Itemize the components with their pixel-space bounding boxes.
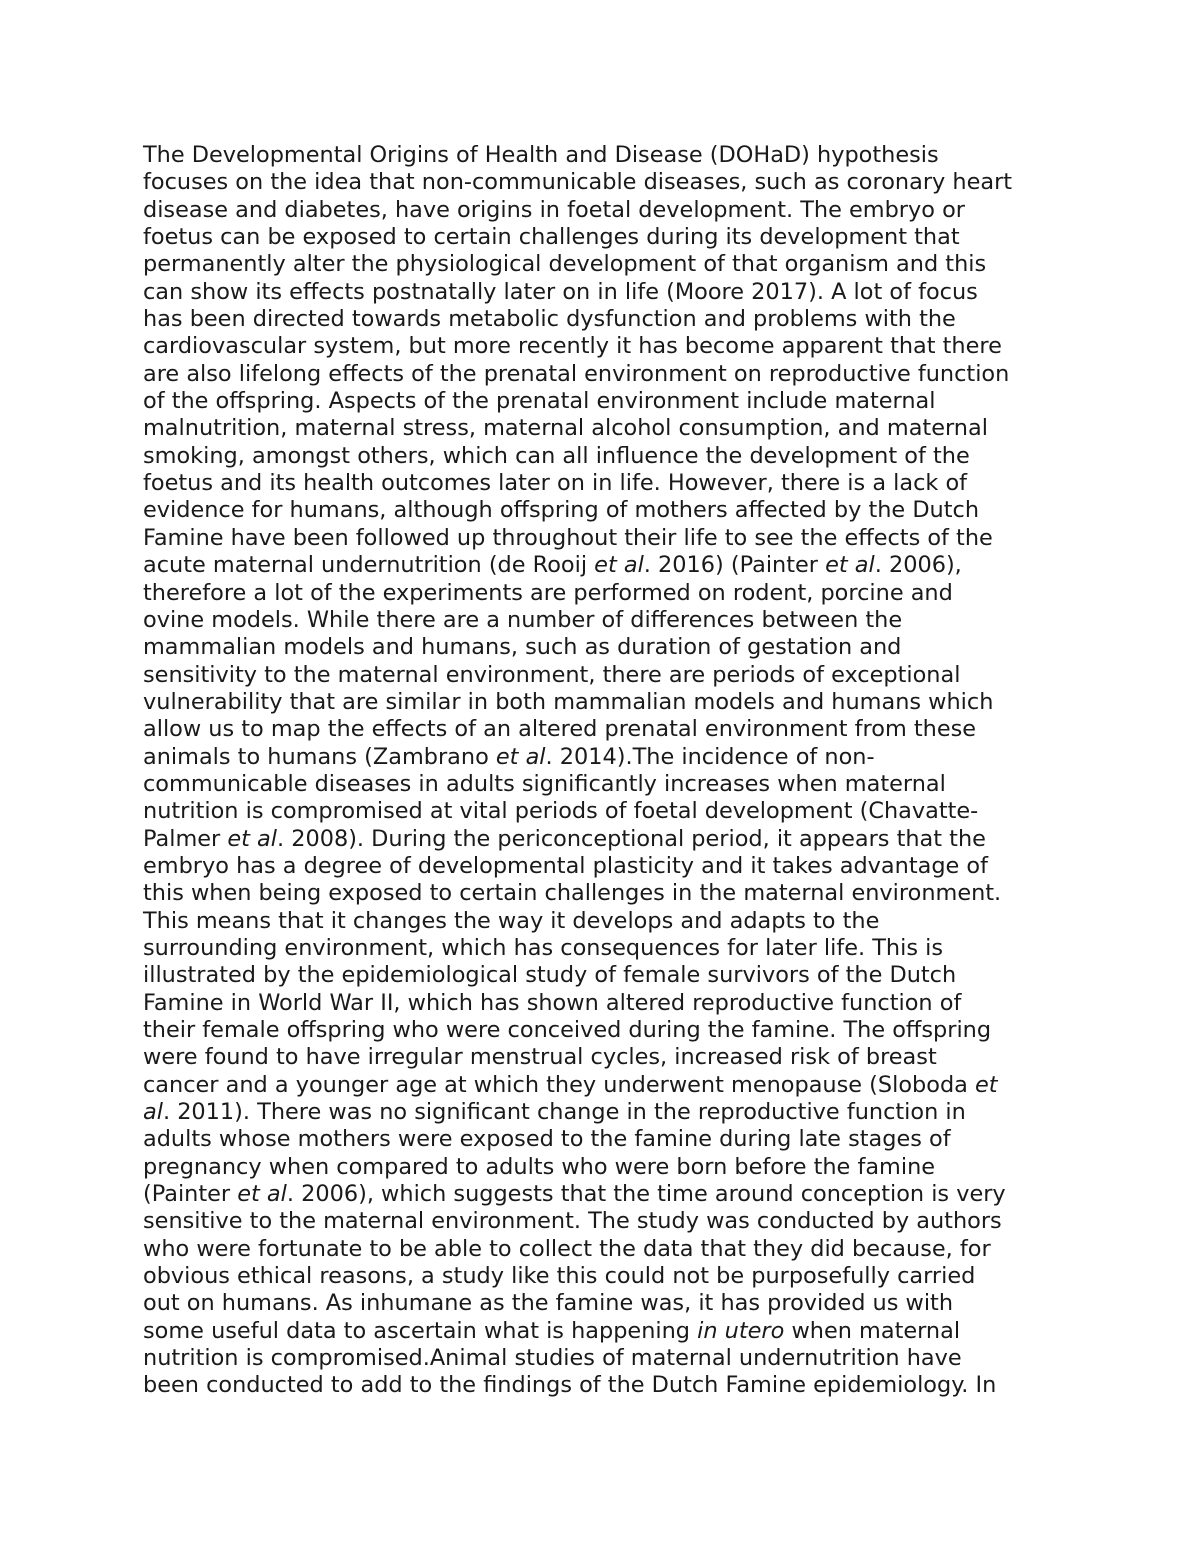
text-line [143,361,1103,388]
text-run: acute maternal undernutrition (de Rooij [143,552,595,579]
text-line [143,443,1103,470]
text-run: illustrated by the epidemiological study of female survivors of the Dutch [143,962,957,989]
text-line [143,607,1103,634]
text-run: . 2006), which suggests that the time around conception is very [286,1181,1006,1208]
text-run: malnutrition, maternal stress, maternal alcohol consumption, and maternal [143,415,988,442]
text-line [143,169,1103,196]
text-line [143,853,1103,880]
text-line [143,1099,1103,1126]
text-line [143,415,1103,442]
text-run: foetus and its health outcomes later on in life. However, there is a lack of [143,470,968,497]
text-run: when maternal [784,1317,961,1344]
text-run: permanently alter the physiological development of that organism and this [143,251,987,278]
text-line [143,197,1103,224]
text-run: cancer and a younger age at which they underwent menopause (Sloboda [143,1071,975,1098]
text-line [143,1318,1103,1345]
text-line [143,1263,1103,1290]
text-run: sensitivity to the maternal environment, there are periods of exceptional [143,661,961,688]
text-run: were found to have irregular menstrual cycles, increased risk of breast [143,1044,937,1071]
italic-text: et al [825,552,875,579]
italic-text: et al [227,825,277,852]
text-run: been conducted to add to the findings of the Dutch Famine epidemiology. In [143,1372,997,1399]
text-line [143,1154,1103,1181]
text-run: sensitive to the maternal environment. The study was conducted by authors [143,1208,1002,1235]
text-run: this when being exposed to certain challenges in the maternal environment. [143,880,1002,907]
text-run: who were fortunate to be able to collect the data that they did because, for [143,1235,991,1262]
text-line [143,1017,1103,1044]
text-run: therefore a lot of the experiments are performed on rodent, porcine and [143,579,953,606]
text-line [143,826,1103,853]
body-paragraph [143,142,1103,1400]
text-line [143,990,1103,1017]
text-run: their female offspring who were conceived during the famine. The offspring [143,1017,992,1043]
text-line [143,1126,1103,1153]
text-run: of the offspring. Aspects of the prenatal environment include maternal [143,388,936,415]
text-run: Palmer [143,825,228,852]
italic-text: et al [237,1181,287,1208]
text-line [143,306,1103,333]
text-run: Famine in World War II, which has shown altered reproductive function of [143,989,962,1016]
text-line [143,388,1103,415]
text-line [143,497,1103,524]
text-run: nutrition is compromised at vital periods of foetal development (Chavatte- [143,798,979,825]
text-run: Famine have been followed up throughout their life to see the effects of the [143,524,993,551]
text-run: This means that it changes the way it develops and adapts to the [143,907,880,934]
text-line [143,908,1103,935]
text-run: out on humans. As inhumane as the famine was, it has provided us with [143,1290,954,1317]
text-line [143,935,1103,962]
text-run: has been directed towards metabolic dysfunction and problems with the [143,306,956,333]
text-line [143,771,1103,798]
text-run: pregnancy when compared to adults who were born before the famine [143,1153,936,1180]
text-line [143,1236,1103,1263]
text-line [143,634,1103,661]
text-line [143,333,1103,360]
text-line [143,744,1103,771]
text-run: can show its effects postnatally later on in life (Moore 2017). A lot of focus [143,278,978,305]
text-line [143,251,1103,278]
text-run: (Painter [143,1181,238,1208]
text-run: cardiovascular system, but more recently it has become apparent that there [143,333,1002,360]
italic-text: in utero [697,1317,785,1344]
text-run: embryo has a degree of developmental plasticity and it takes advantage of [143,852,989,879]
text-line [143,1290,1103,1317]
text-line [143,580,1103,607]
italic-text: al [143,1099,163,1126]
text-run: some useful data to ascertain what is happening [143,1317,698,1344]
text-run: ovine models. While there are a number of differences between the [143,606,903,633]
text-line [143,279,1103,306]
text-run: The Developmental Origins of Health and Disease (DOHaD) hypothesis [143,142,939,168]
italic-text: et al [594,552,644,579]
text-line [143,662,1103,689]
text-run: are also lifelong effects of the prenatal environment on reproductive function [143,360,1010,387]
text-run: smoking, amongst others, which can all influence the development of the [143,442,970,469]
text-line [143,689,1103,716]
text-run: vulnerability that are similar in both mammalian models and humans which [143,688,994,715]
text-line [143,552,1103,579]
text-run: evidence for humans, although offspring of mothers affected by the Dutch [143,497,980,524]
text-run: allow us to map the effects of an altered prenatal environment from these [143,716,977,743]
text-run: focuses on the idea that non-communicable diseases, such as coronary heart [143,169,1013,196]
text-run: mammalian models and humans, such as duration of gestation and [143,634,902,661]
text-line [143,1072,1103,1099]
text-run: surrounding environment, which has consequences for later life. This is [143,934,943,961]
text-line [143,142,1103,169]
text-run: animals to humans (Zambrano [143,743,496,770]
text-line [143,1181,1103,1208]
italic-text: et al [495,743,546,770]
text-line [143,1345,1103,1372]
text-line [143,962,1103,989]
text-line [143,470,1103,497]
text-run: obvious ethical reasons, a study like this could not be purposefully carried [143,1263,976,1290]
text-run: adults whose mothers were exposed to the famine during late stages of [143,1126,951,1153]
text-line [143,1044,1103,1071]
text-line [143,716,1103,743]
text-line [143,224,1103,251]
text-run: . 2011). There was no significant change in the reproductive function in [162,1099,966,1126]
text-run: nutrition is compromised.Animal studies of maternal undernutrition have [143,1345,962,1372]
text-line [143,1372,1103,1399]
text-run: disease and diabetes, have origins in foetal development. The embryo or [143,196,965,223]
text-line [143,525,1103,552]
text-run: foetus can be exposed to certain challenges during its development that [143,224,960,251]
text-run: . 2014).The incidence of non- [545,743,875,770]
text-run: . 2006), [874,552,962,579]
text-run: communicable diseases in adults significantly increases when maternal [143,770,946,797]
italic-text: et [975,1071,998,1098]
text-run: . 2016) (Painter [643,552,826,579]
text-run: . 2008). During the periconceptional period, it appears that the [276,825,986,852]
text-line [143,798,1103,825]
text-line [143,880,1103,907]
text-line [143,1208,1103,1235]
